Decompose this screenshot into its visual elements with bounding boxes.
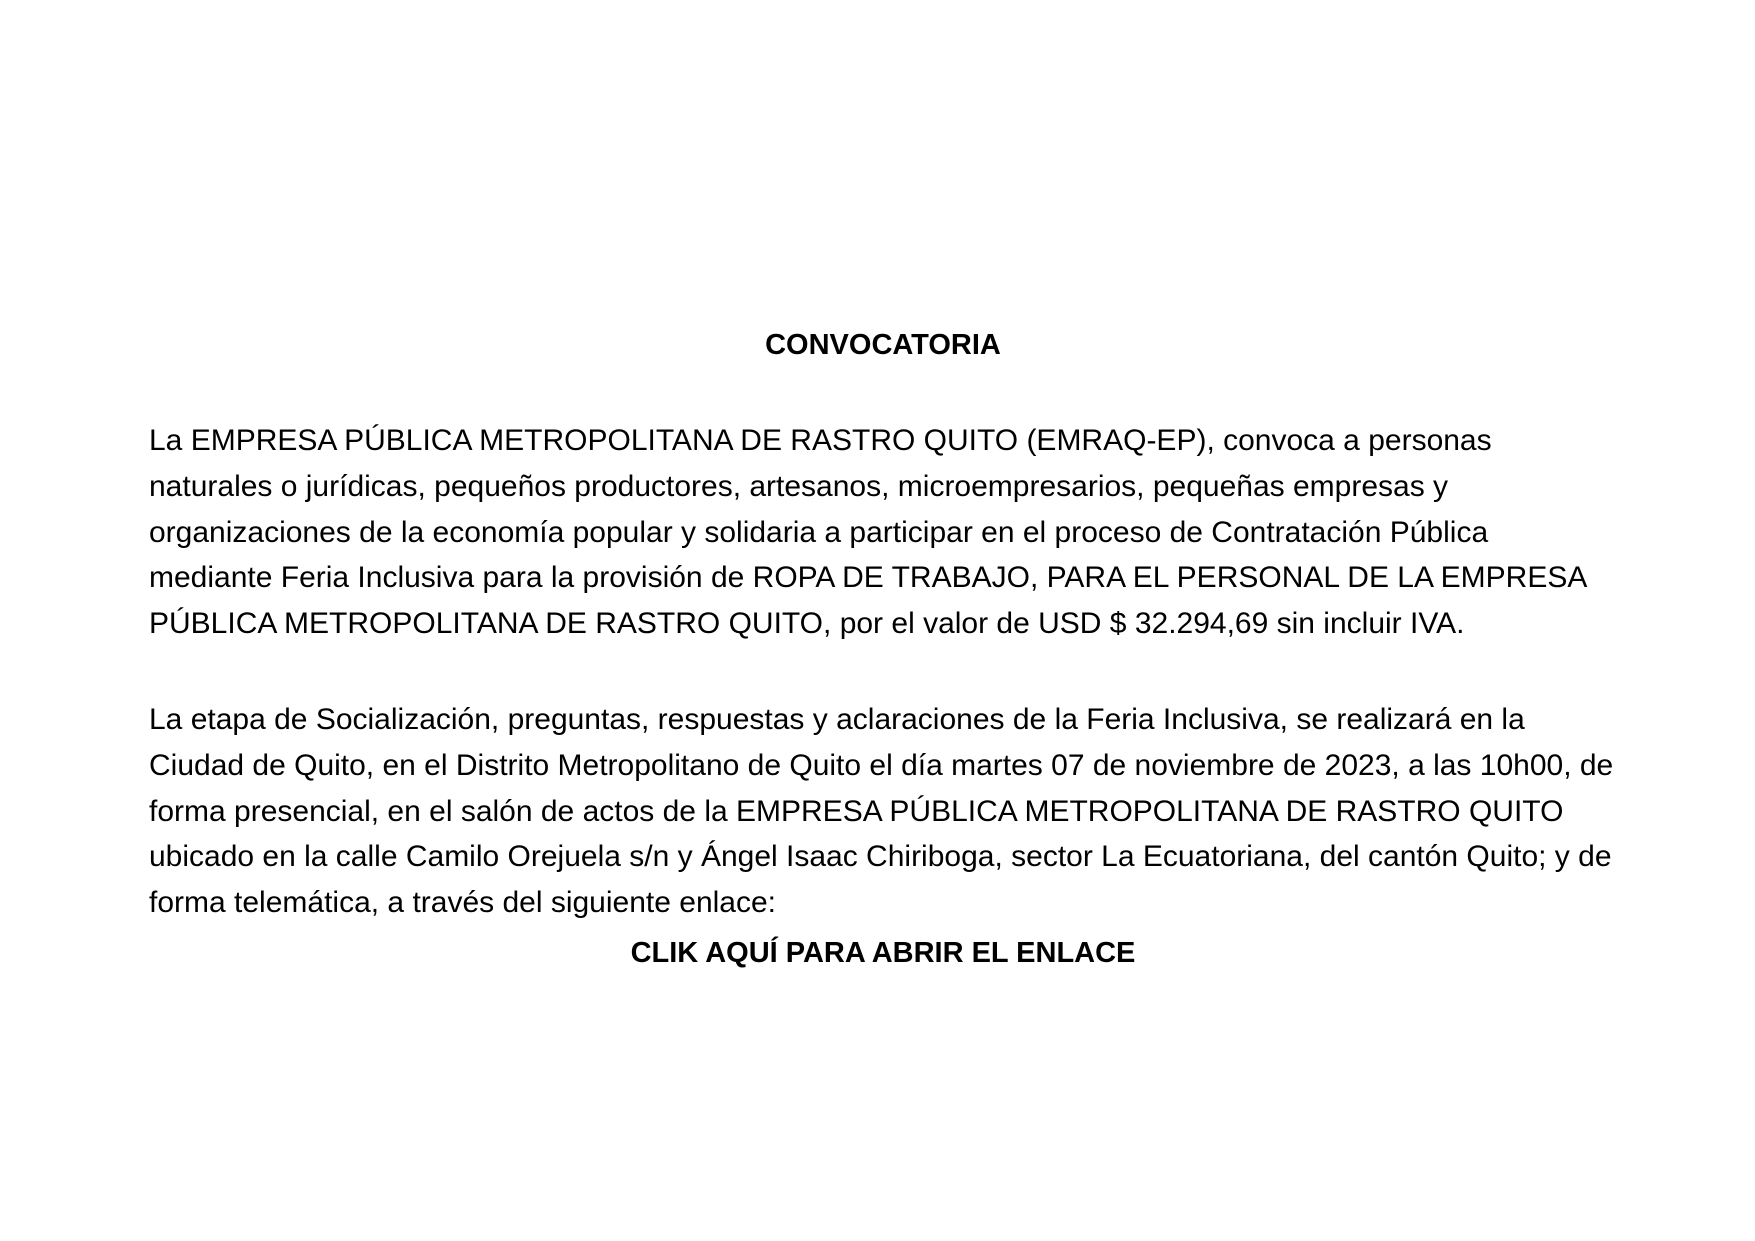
document-title: CONVOCATORIA	[765, 329, 1001, 361]
announcement-paragraph: La EMPRESA PÚBLICA METROPOLITANA DE RASTRO QUITO (EMRAQ-EP), convoca a personas naturales o jurídicas, pequeños productores, artesanos, microempresarios, pequeñas empresas y organizaciones de la economía popular y solidaria a participar en el proceso de Contratación Pública mediante Feria Inclusiva para la provisión de ROPA DE TRABAJO, PARA EL PERSONAL DE LA EMPRESA PÚBLICA METROPOLITANA DE RASTRO QUITO, por el valor de USD $ 32.294,69 sin incluir IVA.	[149, 424, 1586, 641]
socialization-paragraph: La etapa de Socialización, preguntas, respuestas y aclaraciones de la Feria Inclusiva, se realizará en la Ciudad de Quito, en el Distrito Metropolitano de Quito el día martes 07 de noviembre de 2023, a las 10h00, de forma presencial, en el salón de actos de la EMPRESA PÚBLICA METROPOLITANA DE RASTRO QUITO ubicado en la calle Camilo Orejuela s/n y Ángel Isaac Chiriboga, sector La Ecuatoriana, del cantón Quito; y de forma telemática, a través del siguiente enlace:	[149, 702, 1614, 920]
document-content	[149, 322, 1617, 976]
open-link[interactable]: CLIK AQUÍ PARA ABRIR EL ENLACE	[630, 936, 1136, 969]
